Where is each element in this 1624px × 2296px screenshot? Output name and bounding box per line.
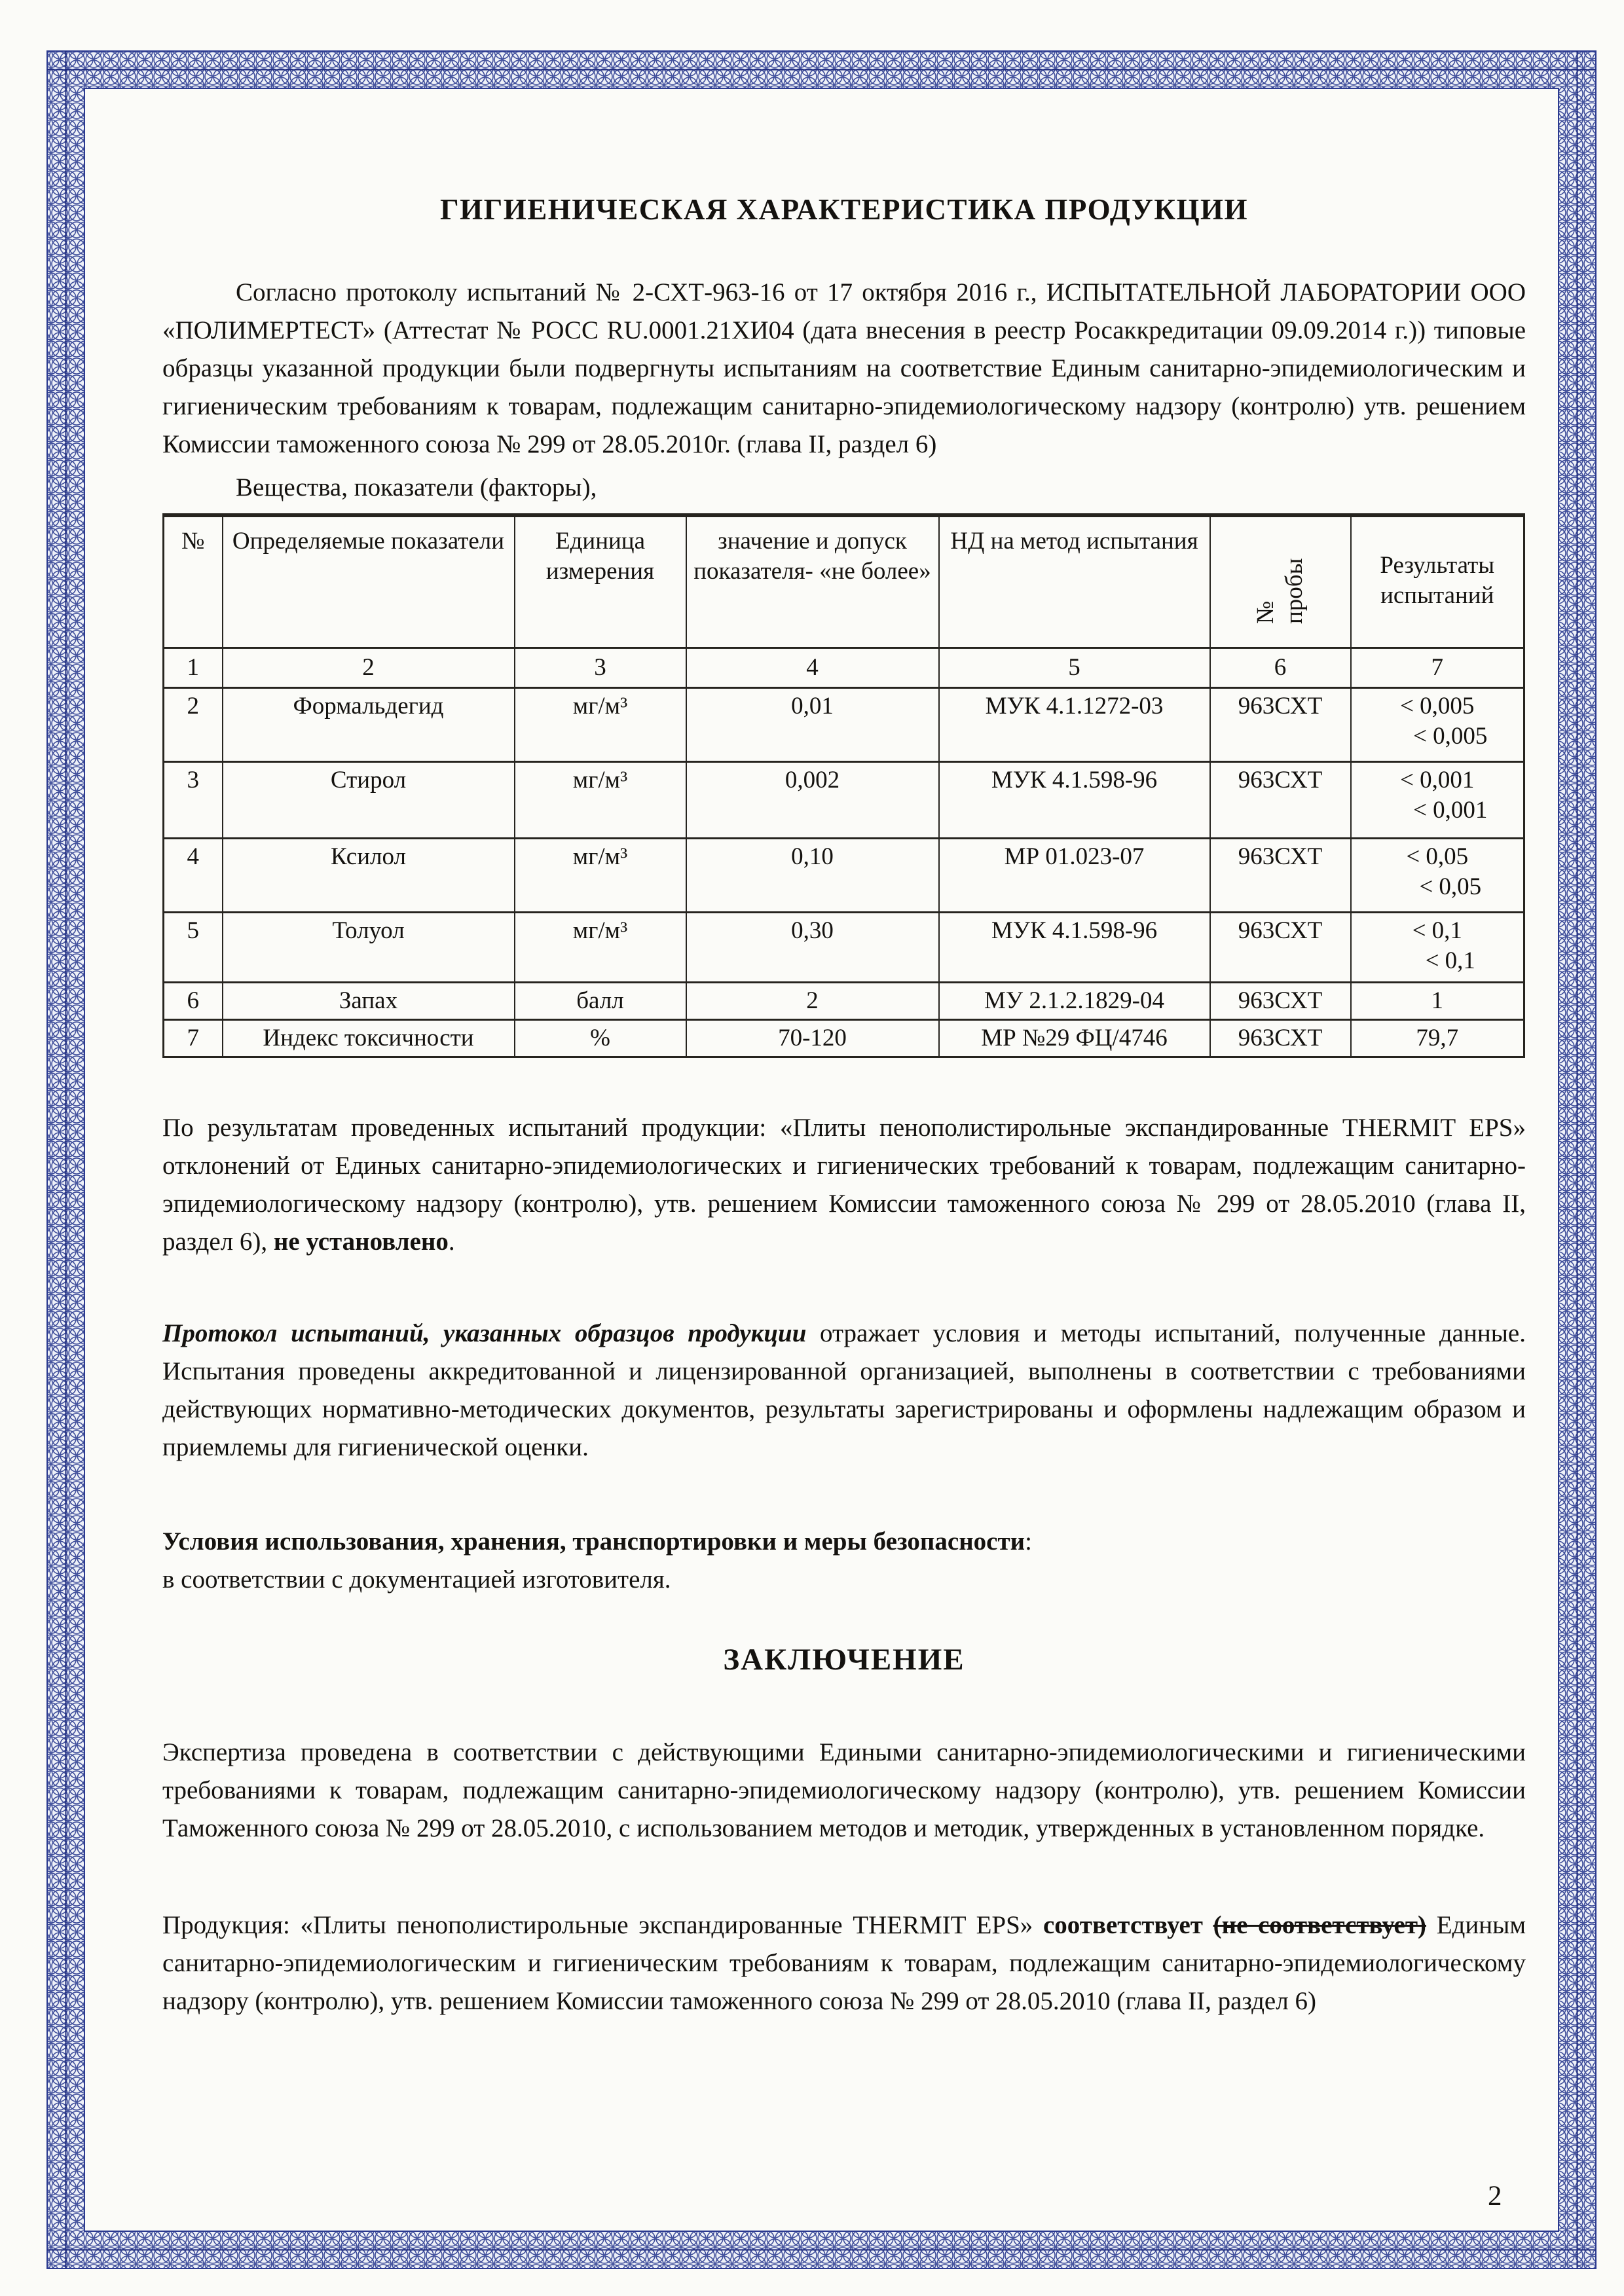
test-results-table	[162, 513, 1525, 1058]
column-header-sample	[1210, 515, 1351, 648]
limit-cell: 0,01	[686, 688, 939, 762]
column-number: 4	[686, 648, 939, 688]
sample-cell: 963СХТ	[1210, 688, 1351, 762]
indicator-cell: Ксилол	[223, 839, 515, 913]
results-paragraph	[162, 1109, 1526, 1261]
column-header-num: №	[164, 515, 223, 648]
column-header-results: Результаты испытаний	[1351, 515, 1524, 648]
method-cell: МУ 2.1.2.1829-04	[939, 983, 1210, 1020]
table-header-row	[164, 515, 1524, 648]
product-paragraph	[162, 1906, 1526, 2020]
results-cell	[1351, 983, 1524, 1020]
results-cell	[1351, 762, 1524, 839]
product-bold-text: соответствует	[1043, 1911, 1203, 1939]
product-text: Продукция: «Плиты пенополистирольные экспандированные THERMIT EPS»	[162, 1911, 1043, 1939]
table-row	[164, 839, 1524, 913]
column-header-limit: значение и допуск показателя- «не более»	[686, 515, 939, 648]
sample-cell: 963СХТ	[1210, 913, 1351, 983]
expertise-paragraph: Экспертиза проведена в соответствии с действующими Едиными санитарно-эпидемиологическими и гигиеническими требованиями к товарам, подлежащим санитарно-эпидемиологическому надзору (контролю), утв. решением Комиссии Таможенного союза № 299 от 28.05.2010, с использованием методов и методик, утвержденных в установленном порядке.	[162, 1738, 1526, 1842]
indicator-cell: Индекс токсичности	[223, 1020, 515, 1057]
table-row	[164, 762, 1524, 839]
row-number-cell: 3	[164, 762, 223, 839]
table-row	[164, 688, 1524, 762]
unit-cell: мг/м³	[515, 913, 686, 983]
column-number: 3	[515, 648, 686, 688]
protocol-rest-text: отражает условия и методы испытаний, полученные данные. Испытания проведены аккредитованной и лицензированной организацией, выполнены в соответствии с требованиями действующих нормативно-методических документов, результаты зарегистрированы и оформлены надлежащим образом и приемлемы для гигиенической оценки.	[162, 1319, 1526, 1461]
column-header-unit: Единица измерения	[515, 515, 686, 648]
rotated-header-text: № пробы	[1252, 558, 1308, 624]
column-header-indicator: Определяемые показатели	[223, 515, 515, 648]
column-number: 2	[223, 648, 515, 688]
result-value: 79,7	[1416, 1025, 1459, 1051]
results-cell	[1351, 913, 1524, 983]
result-value: < 0,005	[1413, 723, 1488, 750]
unit-cell: мг/м³	[515, 688, 686, 762]
column-header-method: НД на метод испытания	[939, 515, 1210, 648]
column-number: 5	[939, 648, 1210, 688]
results-cell	[1351, 839, 1524, 913]
indicator-cell: Толуол	[223, 913, 515, 983]
limit-cell: 70-120	[686, 1020, 939, 1057]
sample-cell: 963СХТ	[1210, 762, 1351, 839]
table-row	[164, 1020, 1524, 1057]
conditions-line2: в соответствии с документацией изготовителя.	[162, 1565, 671, 1594]
column-number: 7	[1351, 648, 1524, 688]
unit-cell: мг/м³	[515, 762, 686, 839]
row-number-cell: 4	[164, 839, 223, 913]
row-number-cell: 2	[164, 688, 223, 762]
indicator-cell: Стирол	[223, 762, 515, 839]
sample-cell: 963СХТ	[1210, 1020, 1351, 1057]
indicator-cell: Формальдегид	[223, 688, 515, 762]
conditions-bold-text: Условия использования, хранения, транспортировки и меры безопасности	[162, 1527, 1025, 1556]
sample-cell: 963СХТ	[1210, 983, 1351, 1020]
indicator-cell: Запах	[223, 983, 515, 1020]
results-text-after: .	[448, 1228, 455, 1256]
product-text-after: Единым санитарно-эпидемиологическим и гигиеническим требованиям к товарам, подлежащим санитарно-эпидемиологическому надзору (контролю), утв. решением Комиссии таможенного союза № 299 от 28.05.2010 (глава II, раздел 6)	[162, 1911, 1526, 2015]
table-row	[164, 983, 1524, 1020]
result-value: 1	[1431, 987, 1443, 1014]
conclusion-heading: ЗАКЛЮЧЕНИЕ	[723, 1643, 965, 1677]
results-cell	[1351, 1020, 1524, 1057]
unit-cell: %	[515, 1020, 686, 1057]
result-value: < 0,001	[1400, 767, 1475, 793]
page-number: 2	[1488, 2181, 1502, 2212]
limit-cell: 2	[686, 983, 939, 1020]
method-cell: МУК 4.1.598-96	[939, 913, 1210, 983]
protocol-lead-text: Протокол испытаний, указанных образцов продукции	[162, 1319, 807, 1347]
product-strikethrough-text: (не соответствует)	[1213, 1911, 1427, 1939]
method-cell: МУК 4.1.1272-03	[939, 688, 1210, 762]
results-cell	[1351, 688, 1524, 762]
method-cell: МР 01.023-07	[939, 839, 1210, 913]
document-content	[162, 0, 1526, 2020]
column-number: 1	[164, 648, 223, 688]
protocol-paragraph	[162, 1315, 1526, 1467]
result-value: < 0,005	[1400, 693, 1475, 720]
result-value: < 0,05	[1419, 873, 1482, 900]
limit-cell: 0,30	[686, 913, 939, 983]
result-value: < 0,001	[1413, 797, 1488, 824]
result-value: < 0,1	[1412, 917, 1462, 944]
method-cell: МУК 4.1.598-96	[939, 762, 1210, 839]
column-number: 6	[1210, 648, 1351, 688]
results-bold-text: не установлено	[273, 1228, 449, 1256]
rotated-header	[1217, 517, 1344, 644]
row-number-cell: 6	[164, 983, 223, 1020]
conditions-colon: :	[1025, 1527, 1032, 1556]
intro-paragraph: Согласно протоколу испытаний № 2-СХТ-963-16 от 17 октября 2016 г., ИСПЫТАТЕЛЬНОЙ ЛАБОРАТОРИИ ООО «ПОЛИМЕРТЕСТ» (Аттестат № РОСС RU.0001.21ХИ04 (дата внесения в реестр Росаккредитации 09.09.2014 г.)) типовые образцы указанной продукции были подвергнуты испытаниям на соответствие Единым санитарно-эпидемиологическим и гигиеническим требованиям к товарам, подлежащим санитарно-эпидемиологическому надзору (контролю) утв. решением Комиссии таможенного союза № 299 от 28.05.2010г. (глава II, раздел 6)	[162, 278, 1526, 458]
unit-cell: мг/м³	[515, 839, 686, 913]
page-title: ГИГИЕНИЧЕСКАЯ ХАРАКТЕРИСТИКА ПРОДУКЦИИ	[439, 193, 1249, 226]
table-row	[164, 913, 1524, 983]
results-text: По результатам проведенных испытаний продукции: «Плиты пенополистирольные экспандированные THERMIT EPS» отклонений от Единых санитарно-эпидемиологических и гигиенических требований к товарам, подлежащим санитарно-эпидемиологическому надзору (контролю), утв. решением Комиссии таможенного союза № 299 от 28.05.2010 (глава II, раздел 6),	[162, 1114, 1526, 1256]
row-number-cell: 5	[164, 913, 223, 983]
table-caption: Вещества, показатели (факторы),	[236, 473, 597, 501]
result-value: < 0,1	[1425, 947, 1475, 974]
conditions-paragraph	[162, 1523, 1526, 1599]
limit-cell: 0,10	[686, 839, 939, 913]
limit-cell: 0,002	[686, 762, 939, 839]
row-number-cell: 7	[164, 1020, 223, 1057]
column-numbers-row	[164, 648, 1524, 688]
unit-cell: балл	[515, 983, 686, 1020]
result-value: < 0,05	[1406, 843, 1469, 870]
method-cell: МР №29 ФЦ/4746	[939, 1020, 1210, 1057]
sample-cell: 963СХТ	[1210, 839, 1351, 913]
